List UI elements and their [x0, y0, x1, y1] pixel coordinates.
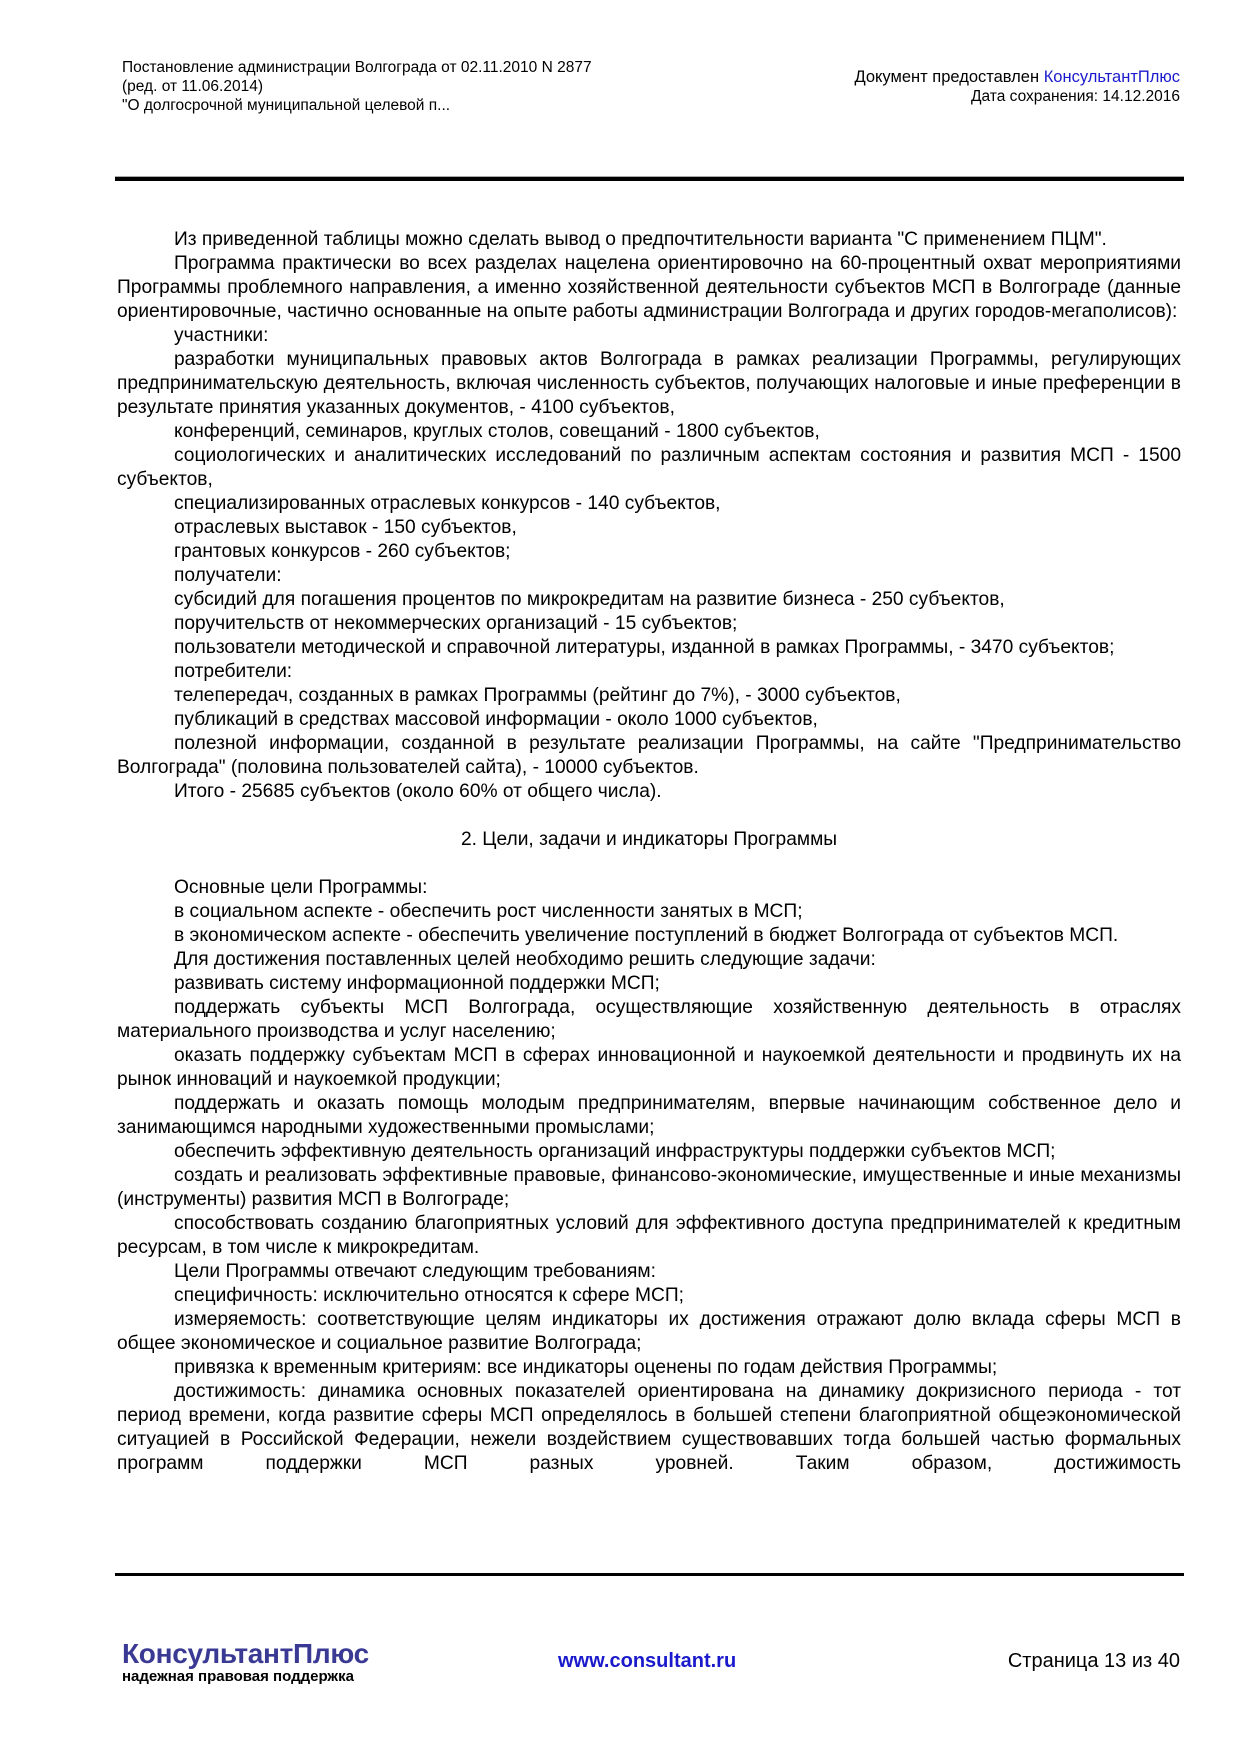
provider-link[interactable]: КонсультантПлюс	[1043, 68, 1180, 86]
paragraph: Цели Программы отвечают следующим требованиям:	[174, 1261, 656, 1282]
document-body	[117, 228, 1181, 1476]
paragraph: грантовых конкурсов - 260 субъектов;	[174, 541, 511, 562]
paragraph: достижимость: динамика основных показателей ориентирована на динамику докризисного периода - тот период времени, когда развитие сферы МСП определялось в большей степени благоприятной общеэкономической ситуацией в Российской Федерации, нежели воздействием существовавших тогда большей частью формальных программ поддержки МСП разных уровней. Таким образом, достижимость	[117, 1381, 1181, 1474]
doc-title-line: Постановление администрации Волгограда от 02.11.2010 N 2877	[122, 59, 592, 76]
logo-tagline: надежная правовая поддержка	[122, 1668, 354, 1685]
paragraph: обеспечить эффективную деятельность организаций инфраструктуры поддержки субъектов МСП;	[174, 1141, 1056, 1162]
paragraph: субсидий для погашения процентов по микрокредитам на развитие бизнеса - 250 субъектов,	[174, 589, 1005, 610]
paragraph: поручительств от некоммерческих организаций - 15 субъектов;	[174, 613, 738, 634]
paragraph: Основные цели Программы:	[174, 877, 428, 898]
paragraph: привязка к временным критериям: все индикаторы оценены по годам действия Программы;	[174, 1357, 998, 1378]
paragraph: полезной информации, созданной в результате реализации Программы, на сайте "Предпринимательство Волгограда" (половина пользователей сайта), - 10000 субъектов.	[117, 733, 1181, 778]
paragraph: отраслевых выставок - 150 субъектов,	[174, 517, 517, 538]
paragraph: способствовать созданию благоприятных условий для эффективного доступа предпринимателей к кредитным ресурсам, в том числе к микрокредитам.	[117, 1213, 1181, 1258]
paragraph: измеряемость: соответствующие целям индикаторы их достижения отражают долю вклада сферы МСП в общее экономическое и социальное развитие Волгограда;	[117, 1309, 1181, 1354]
header-divider	[115, 176, 1184, 181]
paragraph: телепередач, созданных в рамках Программы (рейтинг до 7%), - 3000 субъектов,	[174, 685, 901, 706]
provided-by-label: Документ предоставлен	[854, 68, 1044, 86]
logo-name: КонсультантПлюс	[122, 1638, 369, 1669]
paragraph: Из приведенной таблицы можно сделать вывод о предпочтительности варианта "С применением ПЦМ".	[174, 229, 1107, 250]
paragraph: развивать систему информационной поддержки МСП;	[174, 973, 660, 994]
paragraph: Для достижения поставленных целей необходимо решить следующие задачи:	[174, 949, 876, 970]
save-date: Дата сохранения: 14.12.2016	[971, 88, 1180, 105]
provider-info	[854, 68, 1180, 106]
paragraph: в экономическом аспекте - обеспечить увеличение поступлений в бюджет Волгограда от субъектов МСП.	[174, 925, 1119, 946]
paragraph: специфичность: исключительно относятся к сфере МСП;	[174, 1285, 684, 1306]
section-heading: 2. Цели, задачи и индикаторы Программы	[460, 829, 838, 850]
paragraph: поддержать субъекты МСП Волгограда, осуществляющие хозяйственную деятельность в отраслях материального производства и услуг населению;	[117, 997, 1181, 1042]
footer-divider	[115, 1573, 1184, 1576]
paragraph: получатели:	[174, 565, 282, 586]
paragraph: оказать поддержку субъектам МСП в сферах инновационной и наукоемкой деятельности и продвинуть их на рынок инноваций и наукоемкой продукции;	[117, 1045, 1181, 1090]
website-link[interactable]: www.consultant.ru	[558, 1650, 737, 1672]
paragraph: в социальном аспекте - обеспечить рост численности занятых в МСП;	[174, 901, 803, 922]
consultant-logo	[122, 1638, 369, 1685]
page-number: Страница 13 из 40	[1007, 1650, 1180, 1672]
paragraph: публикаций в средствах массовой информации - около 1000 субъектов,	[174, 709, 818, 730]
document-title	[122, 58, 592, 115]
paragraph: Программа практически во всех разделах нацелена ориентировочно на 60-процентный охват мероприятиями Программы проблемного направления, а именно хозяйственной деятельности субъектов МСП в Волгограде (данные ориентировочные, частично основанные на опыте работы администрации Волгограда и других городов-мегаполисов):	[117, 253, 1181, 322]
paragraph: специализированных отраслевых конкурсов - 140 субъектов,	[174, 493, 721, 514]
paragraph: конференций, семинаров, круглых столов, совещаний - 1800 субъектов,	[174, 421, 820, 442]
doc-title-line: (ред. от 11.06.2014)	[122, 78, 263, 95]
paragraph: разработки муниципальных правовых актов Волгограда в рамках реализации Программы, регулирующих предпринимательскую деятельность, включая численность субъектов, получающих налоговые и иные преференции в результате принятия указанных документов, - 4100 субъектов,	[117, 349, 1181, 418]
paragraph: пользователи методической и справочной литературы, изданной в рамках Программы, - 3470 субъектов;	[174, 637, 1115, 658]
paragraph: участники:	[174, 325, 269, 346]
paragraph: создать и реализовать эффективные правовые, финансово-экономические, имущественные и иные механизмы (инструменты) развития МСП в Волгограде;	[117, 1165, 1181, 1210]
paragraph: потребители:	[174, 661, 293, 682]
paragraph: социологических и аналитических исследований по различным аспектам состояния и развития МСП - 1500 субъектов,	[117, 445, 1181, 490]
paragraph: Итого - 25685 субъектов (около 60% от общего числа).	[174, 781, 662, 802]
doc-title-line: "О долгосрочной муниципальной целевой п...	[122, 97, 451, 114]
paragraph: поддержать и оказать помощь молодым предпринимателям, впервые начинающим собственное дело и занимающимся народными художественными промыслами;	[117, 1093, 1181, 1138]
